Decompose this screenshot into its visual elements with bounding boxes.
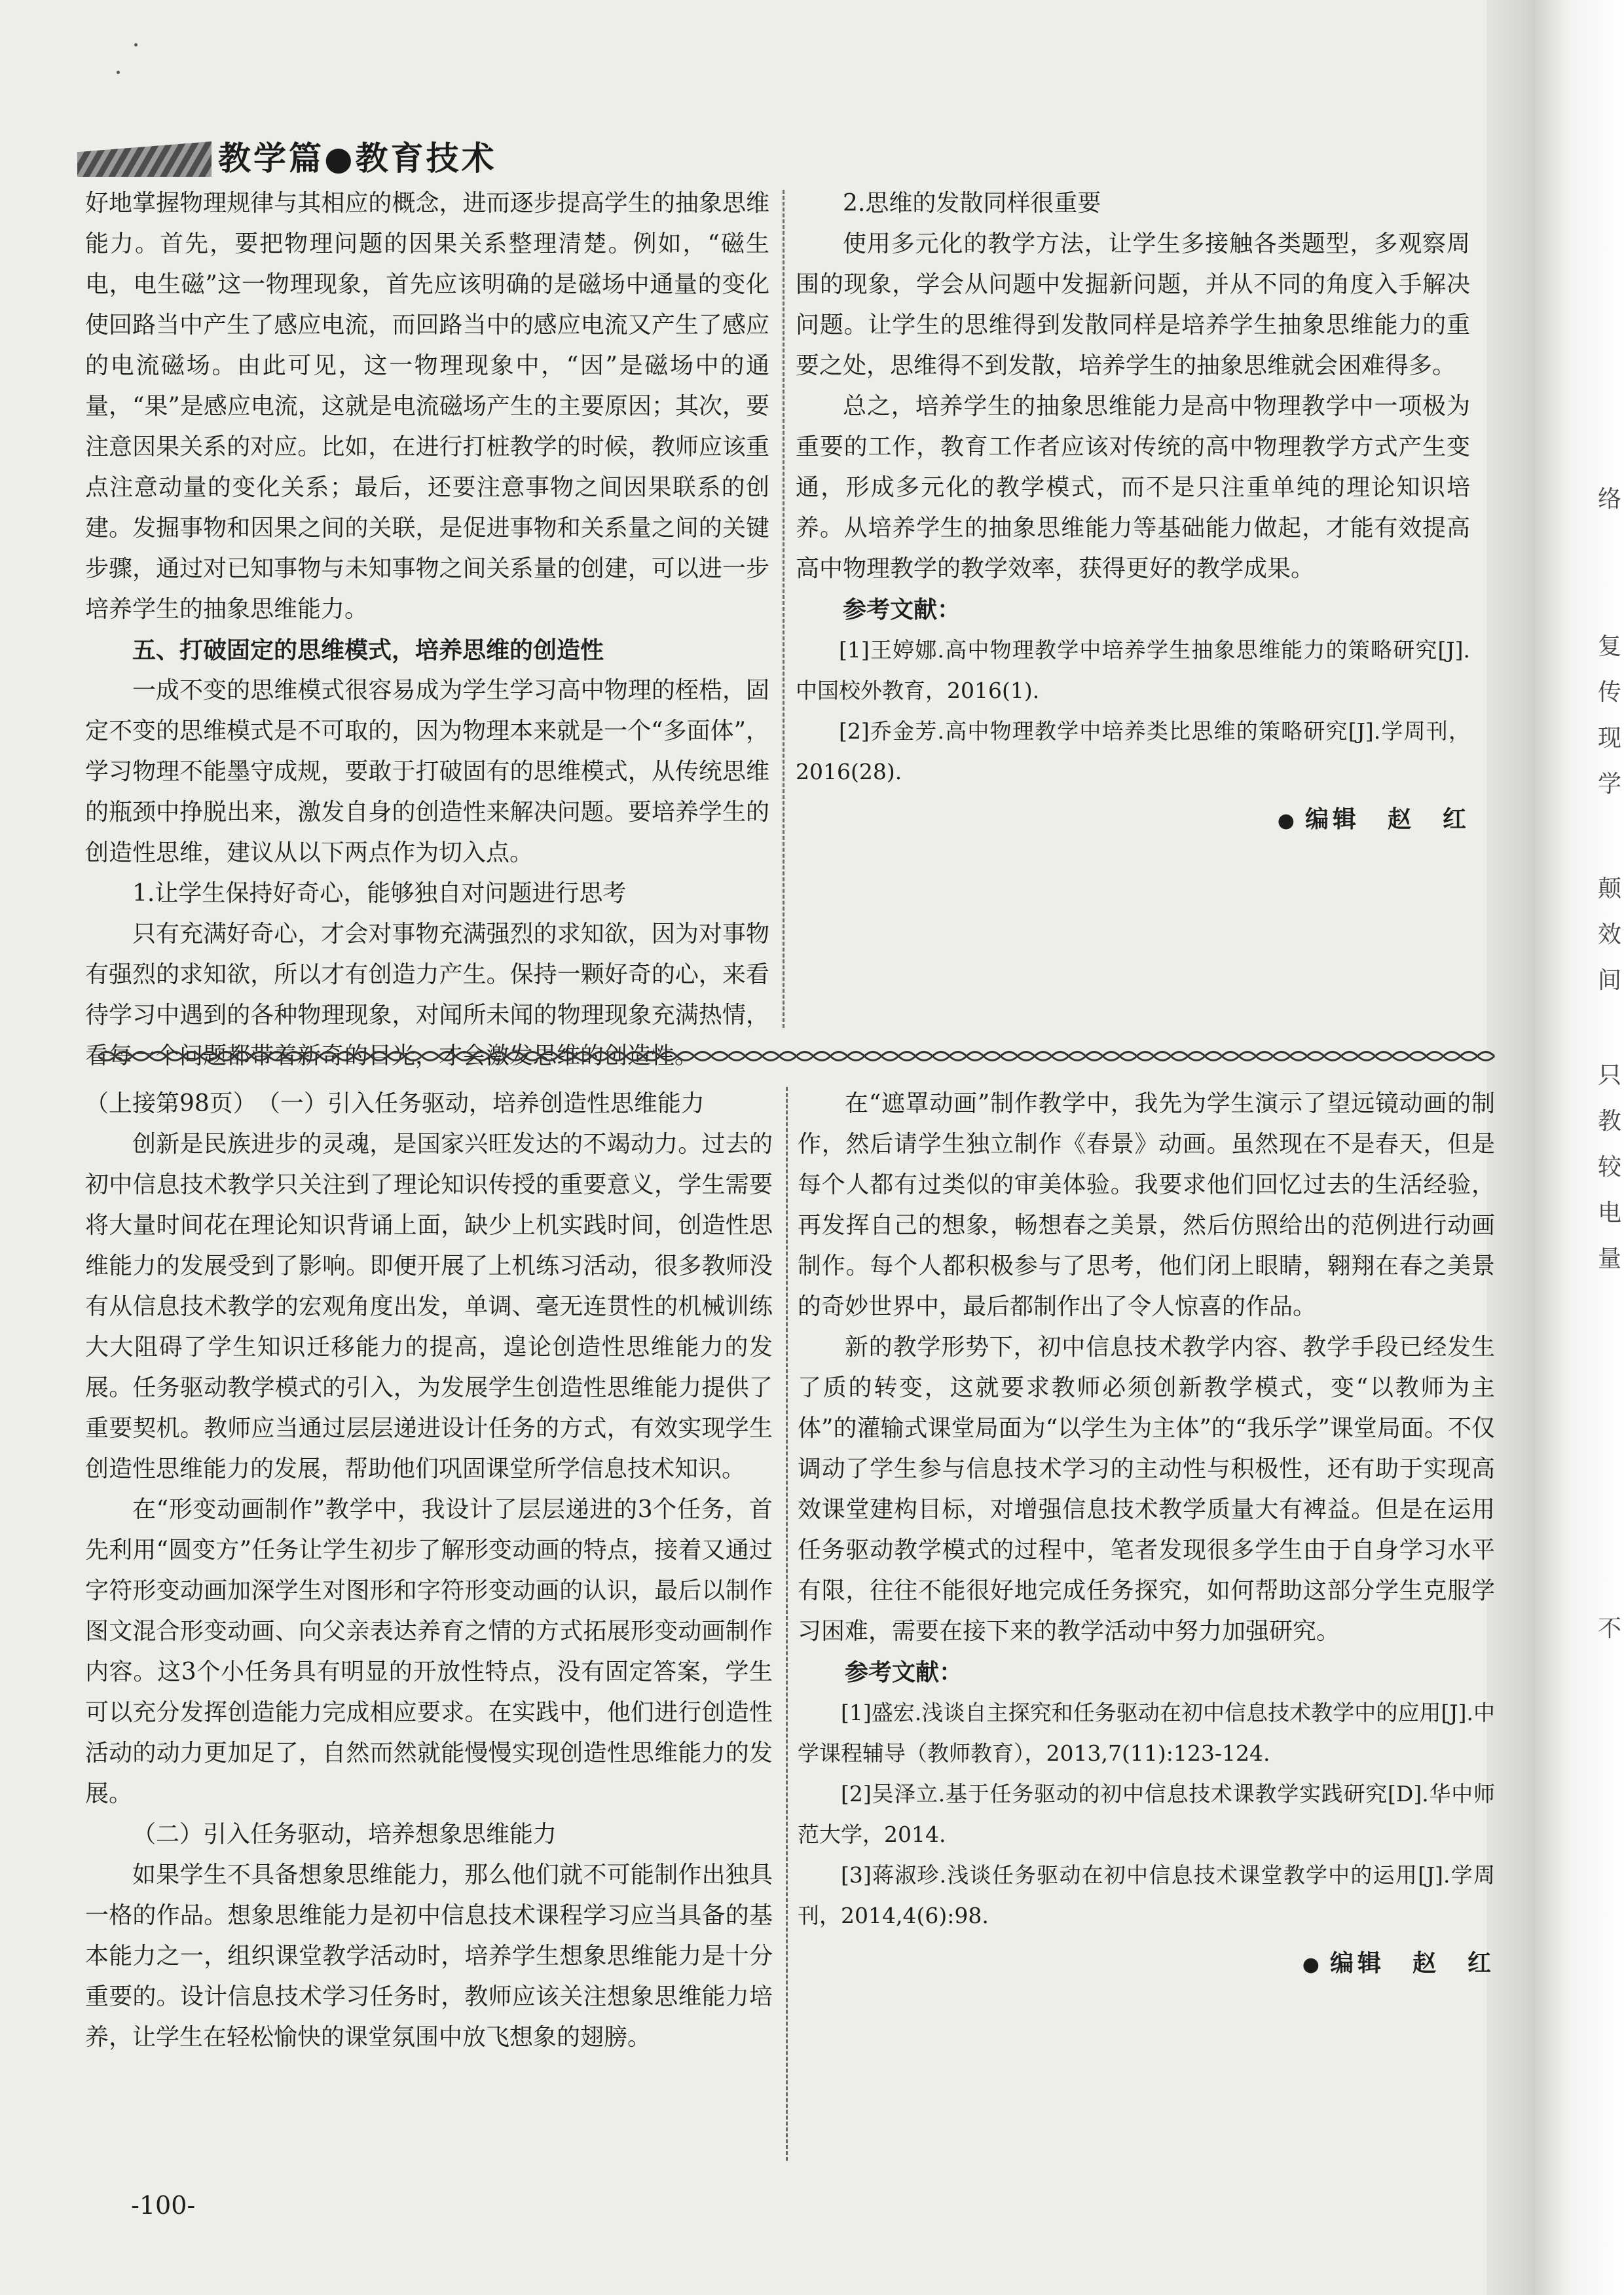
article2-reference: [3]蒋淑珍.浅谈任务驱动在初中信息技术课堂教学中的运用[J].学周刊，2014,4(6):98. — [798, 1862, 1495, 1928]
article2-references-label: 参考文献： — [845, 1659, 963, 1686]
scan-speck — [117, 71, 120, 74]
article2-reference: [1]盛宏.浅谈自主探究和任务驱动在初中信息技术教学中的应用[J].中学课程辅导（教师教育），2013,7(11):123-124. — [798, 1700, 1495, 1766]
article2-reference: [2]吴泽立.基于任务驱动的初中信息技术课教学实践研究[D].华中师范大学，2014. — [798, 1781, 1495, 1847]
article1-reference: [2]乔金芳.高中物理教学中培养类比思维的策略研究[J].学周刊，2016(28). — [796, 718, 1470, 784]
article1-paragraph: 好地掌握物理规律与其相应的概念，进而逐步提高学生的抽象思维能力。首先，要把物理问题的因果关系整理清楚。例如，“磁生电，电生磁”这一物理现象，首先应该明确的是磁场中通量的变化使回路当中产生了感应电流，而回路当中的感应电流又产生了感应的电流磁场。由此可见，这一物理现象中，“因”是磁场中的通量，“果”是感应电流，这就是电流磁场产生的主要原因；其次，要注意因果关系的对应。比如，在进行打桩教学的时候，教师应该重点注意动量的变化关系；最后，还要注意事物之间因果联系的创建。发掘事物和因果之间的关联，是促进事物和关系量之间的关键步骤，通过对已知事物与未知事物之间关系量的创建，可以进一步培养学生的抽象思维能力。 — [85, 190, 769, 623]
continued-from-note: （上接第98页） — [85, 1090, 245, 1117]
editor-name: 编辑 赵 红 — [1329, 1949, 1495, 1977]
adjacent-page-glyph: 教 — [1597, 1108, 1621, 1135]
article1-paragraph: 一成不变的思维模式很容易成为学生学习高中物理的桎梏，固定不变的思维模式是不可取的，因为物理本来就是一个“多面体”，学习物理不能墨守成规，要敢于打破固有的思维模式，从传统思维的瓶颈中挣脱出来，激发自身的创造性来解决问题。要培养学生的创造性思维，建议从以下两点作为切入点。 — [85, 677, 769, 866]
article1-subheading: 2.思维的发散同样很重要 — [843, 190, 1101, 217]
article2-paragraph: 在“遮罩动画”制作教学中，我先为学生演示了望远镜动画的制作，然后请学生独立制作《春景》动画。虽然现在不是春天，但是每个人都有过类似的审美体验。我要求他们回忆过去的生活经验，再发挥自己的想象，畅想春之美景，然后仿照给出的范例进行动画制作。每个人都积极参与了思考，他们闭上眼睛，翱翔在春之美景的奇妙世界中，最后都制作出了令人惊喜的作品。 — [798, 1090, 1495, 1320]
article2-section-heading: （一）引入任务驱动，培养创造性思维能力 — [268, 1090, 705, 1117]
scan-speck — [134, 43, 138, 46]
article1-subheading: 1.让学生保持好奇心，能够独自对问题进行思考 — [132, 880, 627, 907]
adjacent-page-glyph: 只 — [1597, 1062, 1621, 1089]
bullet-icon: ● — [1302, 1953, 1323, 1976]
adjacent-page-glyph: 电 — [1597, 1200, 1621, 1226]
article1-paragraph: 只有充满好奇心，才会对事物充满强烈的求知欲，因为对事物有强烈的求知欲，所以才有创造力产生。保持一颗好奇的心，来看待学习中遇到的各种物理现象，对闻所未闻的物理现象充满热情，看每一个问题都带着新奇的目光，才会激发思维的创造性。 — [85, 921, 769, 1069]
article2-paragraph: 如果学生不具备想象思维能力，那么他们就不可能制作出独具一格的作品。想象思维能力是初中信息技术课程学习应当具备的基本能力之一，组织课堂教学活动时，培养学生想象思维能力是十分重要的。设计信息技术学习任务时，教师应该关注想象思维能力培养，让学生在轻松愉快的课堂氛围中放飞想象的翅膀。 — [85, 1862, 773, 2051]
column-divider — [786, 1087, 788, 2161]
article1-left-column — [85, 183, 769, 1076]
article1-editor-credit — [796, 799, 1470, 841]
article2-paragraph: 新的教学形势下，初中信息技术教学内容、教学手段已经发生了质的转变，这就要求教师必须创新教学模式，变“以教师为主体”的灌输式课堂局面为“以学生为主体”的“我乐学”课堂局面。不仅调动了学生参与信息技术学习的主动性与积极性，还有助于实现高效课堂建构目标，对增强信息技术教学质量大有裨益。但是在运用任务驱动教学模式的过程中，笔者发现很多学生由于自身学习水平有限，往往不能很好地完成任务探究，如何帮助这部分学生克服学习困难，需要在接下来的教学活动中努力加强研究。 — [798, 1334, 1495, 1645]
article2-paragraph: 创新是民族进步的灵魂，是国家兴旺发达的不竭动力。过去的初中信息技术教学只关注到了理论知识传授的重要意义，学生需要将大量时间花在理论知识背诵上面，缺少上机实践时间，创造性思维能力的发展受到了影响。即便开展了上机练习活动，很多教师没有从信息技术教学的宏观角度出发，单调、毫无连贯性的机械训练大大阻碍了学生知识迁移能力的提高，遑论创造性思维能力的发展。任务驱动教学模式的引入，为发展学生创造性思维能力提供了重要契机。教师应当通过层层递进设计任务的方式，有效实现学生创造性思维能力的发展，帮助他们巩固课堂所学信息技术知识。 — [85, 1131, 773, 1482]
adjacent-page-glyph: 传 — [1597, 679, 1621, 706]
header-stripe-graphic — [77, 141, 212, 177]
ornamental-divider — [98, 1048, 1500, 1065]
page-fold-shadow — [1486, 0, 1624, 2295]
editor-name: 编辑 赵 红 — [1304, 805, 1470, 833]
column-divider — [783, 190, 784, 1028]
article2-section-heading: （二）引入任务驱动，培养想象思维能力 — [132, 1821, 557, 1848]
adjacent-page-glyph: 间 — [1597, 967, 1621, 994]
article2-right-column — [798, 1084, 1495, 1985]
adjacent-page-glyph: 络 — [1597, 486, 1621, 513]
article2-paragraph: 在“形变动画制作”教学中，我设计了层层递进的3个任务，首先利用“圆变方”任务让学生初步了解形变动画的特点，接着又通过字符形变动画加深学生对图形和字符形变动画的认识，最后以制作图文混合形变动画、向父亲表达养育之情的方式拓展形变动画制作内容。这3个小任务具有明显的开放性特点，没有固定答案，学生可以充分发挥创造能力完成相应要求。在实践中，他们进行创造性活动的动力更加足了，自然而然就能慢慢实现创造性思维能力的发展。 — [85, 1496, 773, 1807]
article1-reference: [1]王婷娜.高中物理教学中培养学生抽象思维能力的策略研究[J].中国校外教育，2016(1). — [796, 637, 1470, 703]
adjacent-page-glyph: 学 — [1597, 771, 1621, 798]
section-header — [77, 126, 536, 185]
article1-section-heading: 五、打破固定的思维模式，培养思维的创造性 — [132, 636, 604, 664]
adjacent-page-glyph: 量 — [1597, 1245, 1621, 1272]
adjacent-page-glyph: 现 — [1597, 725, 1621, 752]
article2-left-column — [85, 1084, 773, 2058]
adjacent-page-glyph: 不 — [1597, 1615, 1621, 1642]
article1-right-column — [796, 183, 1470, 841]
section-title: 教学篇●教育技术 — [218, 139, 497, 177]
article2-first-line — [85, 1084, 773, 1124]
adjacent-page-glyph: 颠 — [1597, 875, 1621, 902]
article1-paragraph: 总之，培养学生的抽象思维能力是高中物理教学中一项极为重要的工作，教育工作者应该对传统的高中物理教学方式产生变通，形成多元化的教学模式，而不是只注重单纯的理论知识培养。从培养学生的抽象思维能力等基础能力做起，才能有效提高高中物理教学的教学效率，获得更好的教学成果。 — [796, 393, 1470, 582]
article1-references-label: 参考文献： — [843, 596, 961, 623]
adjacent-page-glyph: 较 — [1597, 1154, 1621, 1181]
page-number: -100- — [131, 2191, 196, 2220]
bullet-icon: ● — [1277, 809, 1299, 832]
adjacent-page-glyph: 复 — [1597, 633, 1621, 660]
article2-editor-credit — [798, 1943, 1495, 1985]
article1-paragraph: 使用多元化的教学方法，让学生多接触各类题型，多观察周围的现象，学会从问题中发掘新问题，并从不同的角度入手解决问题。让学生的思维得到发散同样是培养学生抽象思维能力的重要之处，思维得不到发散，培养学生的抽象思维就会困难得多。 — [796, 230, 1470, 379]
adjacent-page-glyph: 效 — [1597, 921, 1621, 948]
